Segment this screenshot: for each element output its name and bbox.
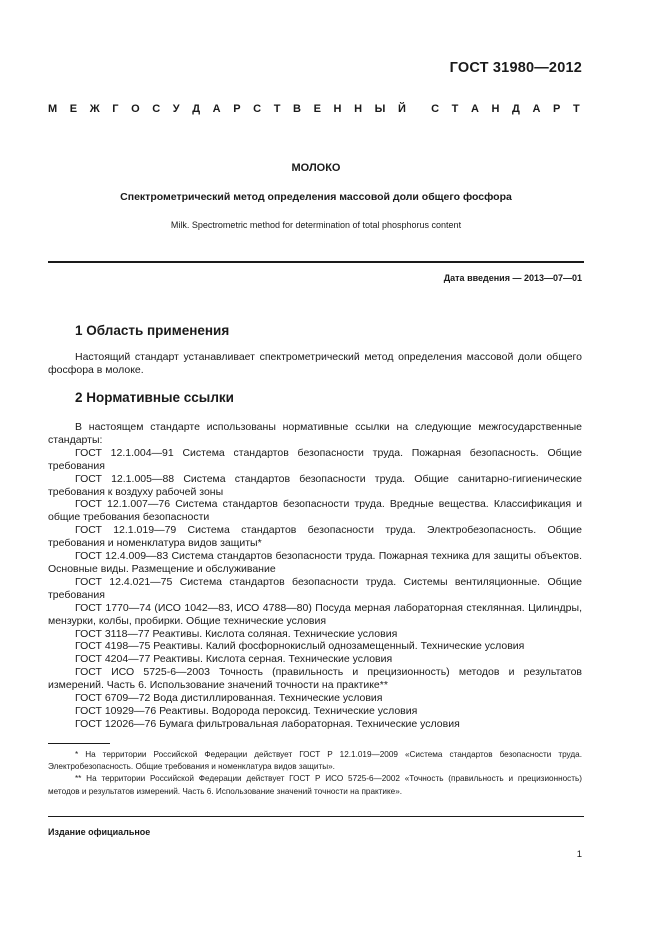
standard-code: ГОСТ 31980—2012 — [449, 60, 582, 76]
reference-item: ГОСТ 10929—76 Реактивы. Водорода пероксид. Технические условия — [75, 704, 418, 717]
banner-letter: Д — [512, 103, 520, 115]
banner-letter: О — [131, 103, 140, 115]
banner-letter: А — [212, 103, 221, 115]
banner-letter: Т — [451, 103, 459, 115]
reference-item: ГОСТ 4198—75 Реактивы. Калий фосфорнокислый однозамещенный. Технические условия — [75, 640, 525, 653]
banner-letter: Д — [192, 103, 201, 115]
banner-letter: С — [253, 103, 262, 115]
reference-item: ГОСТ 12.1.019—79 Система стандартов безопасности труда. Электробезопасность. Общие требования и номенклатура видов защиты* — [48, 524, 582, 550]
banner-letter: М — [48, 103, 58, 115]
banner-letter: С — [152, 103, 161, 115]
reference-item: ГОСТ 12.4.009—83 Система стандартов безопасности труда. Пожарная техника для защиты объектов. Основные виды. Размещение и обслуживание — [48, 550, 582, 575]
footnote-divider — [48, 743, 110, 744]
normative-references-list — [48, 421, 582, 731]
section-2-heading: 2 Нормативные ссылки — [75, 390, 234, 405]
banner-letter: У — [172, 103, 180, 115]
reference-item: ГОСТ 3118—77 Реактивы. Кислота соляная. Технические условия — [75, 627, 398, 640]
reference-item: ГОСТ 12026—76 Бумага фильтровальная лабораторная. Технические условия — [75, 717, 460, 730]
banner-letter: Т — [273, 103, 281, 115]
footnote: ** На территории Российской Федерации действует ГОСТ Р ИСО 5725-6—2002 «Точность (правильность и прецизионность) методов и результатов измерений. Часть 6. Использование значений точности на практике». — [48, 774, 582, 796]
banner-letter: А — [532, 103, 541, 115]
banner-letter: Р — [553, 103, 561, 115]
banner-letter: С — [431, 103, 440, 115]
footer-divider — [48, 816, 584, 817]
reference-item: ГОСТ 12.1.004—91 Система стандартов безопасности труда. Пожарная безопасность. Общие требования — [48, 446, 582, 472]
banner-letter: Н — [491, 103, 500, 115]
reference-item: ГОСТ 12.1.007—76 Система стандартов безопасности труда. Вредные вещества. Классификация и общие требования безопасности — [48, 498, 582, 524]
banner-letter: А — [470, 103, 479, 115]
banner-letter: Ы — [374, 103, 386, 115]
reference-item: ГОСТ 12.1.005—88 Система стандартов безопасности труда. Общие санитарно-гигиенические требования к воздуху рабочей зоны — [48, 472, 582, 498]
page-number: 1 — [576, 849, 582, 860]
introduction-date: Дата введения — 2013—07—01 — [443, 273, 582, 283]
english-title: Milk. Spectrometric method for determination of total phosphorus content — [170, 220, 462, 230]
interstate-standard-banner — [48, 103, 580, 115]
official-edition-label: Издание официальное — [48, 827, 151, 837]
document-title: МОЛОКО — [291, 162, 341, 174]
title-divider — [48, 261, 584, 263]
footnote: * На территории Российской Федерации действует ГОСТ Р 12.1.019—2009 «Система стандартов безопасности труда. Электробезопасность. Общие требования и номенклатура видов защиты». — [48, 750, 582, 772]
banner-letter: Й — [397, 103, 406, 115]
paragraph: В настоящем стандарте использованы нормативные ссылки на следующие межгосударственные стандарты: — [48, 421, 582, 446]
document-subtitle: Спектрометрический метод определения массовой доли общего фосфора — [120, 191, 512, 203]
banner-letter: Г — [112, 103, 119, 115]
footnotes — [48, 749, 582, 798]
reference-item: ГОСТ 6709—72 Вода дистиллированная. Технические условия — [75, 692, 383, 705]
reference-item: ГОСТ 1770—74 (ИСО 1042—83, ИСО 4788—80) Посуда мерная лабораторная стеклянная. Цилиндры, мензурки, колбы, пробирки. Общие технические условия — [48, 601, 582, 627]
banner-letter: Е — [69, 103, 78, 115]
banner-letter: Т — [572, 103, 580, 115]
reference-item: ГОСТ 12.4.021—75 Система стандартов безопасности труда. Системы вентиляционные. Общие требования — [48, 575, 582, 601]
banner-letter: Н — [333, 103, 342, 115]
banner-letter: В — [293, 103, 301, 115]
section-1-heading: 1 Область применения — [75, 323, 230, 338]
reference-item: ГОСТ 4204—77 Реактивы. Кислота серная. Технические условия — [75, 653, 393, 666]
banner-letter: Ж — [89, 103, 100, 115]
section-1-text — [48, 351, 582, 376]
banner-letter: Е — [313, 103, 321, 115]
reference-item: ГОСТ ИСО 5725-6—2003 Точность (правильность и прецизионность) методов и результатов измерений. Часть 6. Использование значений точности на практике** — [48, 666, 582, 692]
banner-letter: Н — [354, 103, 363, 115]
banner-letter: Р — [233, 103, 241, 115]
paragraph: Настоящий стандарт устанавливает спектрометрический метод определения массовой доли общего фосфора в молоке. — [48, 351, 582, 376]
